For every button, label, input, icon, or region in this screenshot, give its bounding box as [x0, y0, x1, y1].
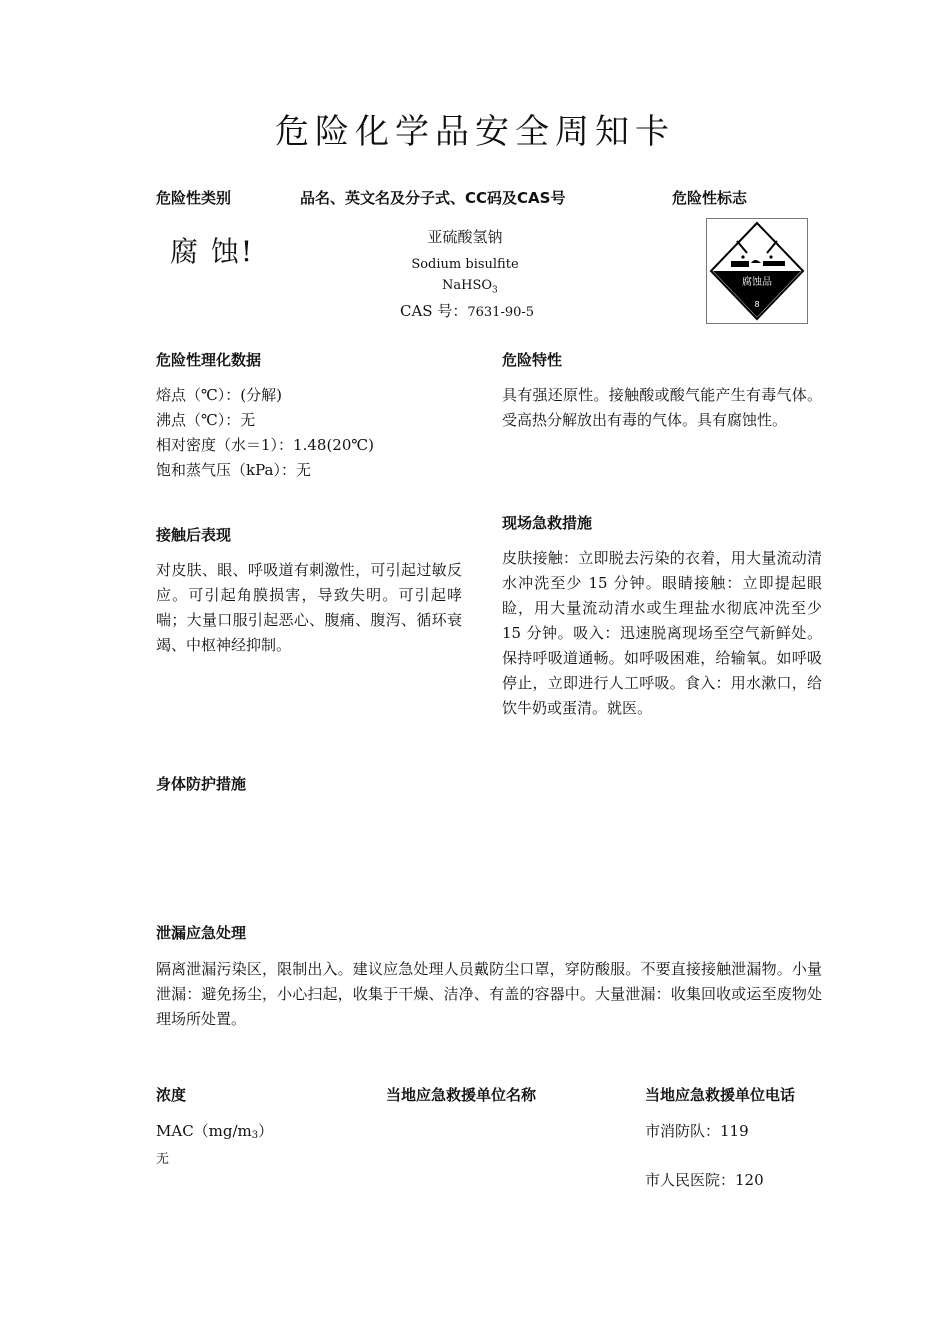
cas-number: 7631-90-5: [467, 305, 535, 320]
mac-label-text: MAC（mg/m: [156, 1122, 252, 1140]
boiling-point: 沸点（℃）：无: [156, 411, 256, 429]
product-formula: [442, 278, 498, 296]
first-aid-header: 现场急救措施: [502, 514, 593, 532]
hazard-symbol: [706, 218, 808, 324]
product-name-cn: 亚硫酸氢钠: [427, 228, 503, 246]
vapor-pressure: 饱和蒸气压（kPa）：无: [156, 461, 311, 479]
product-name-header: 品名、英文名及分子式、CC码及CAS号: [300, 189, 566, 207]
symbol-label: 腐蚀品: [742, 277, 772, 288]
hospital-phone: 市人民医院：120: [645, 1171, 764, 1189]
exposure-header: 接触后表现: [156, 526, 232, 544]
fire-brigade-phone: 市消防队：119: [645, 1122, 749, 1140]
mac-value: 无: [156, 1152, 170, 1167]
cas-line: [400, 300, 534, 321]
corrosive-diamond-icon: [707, 219, 807, 323]
rescue-unit-header: 当地应急救援单位名称: [386, 1086, 537, 1104]
concentration-header: 浓度: [156, 1086, 187, 1104]
product-name-en: Sodium bisulfite: [411, 257, 519, 272]
cas-label: CAS 号：: [400, 302, 468, 320]
mac-close: ）: [258, 1122, 274, 1140]
melting-point: 熔点（℃）：(分解): [156, 386, 282, 404]
spill-text: 隔离泄漏污染区，限制出入。建议应急处理人员戴防尘口罩，穿防酸服。不要直接接触泄漏物。小量泄漏：避免扬尘，小心扫起，收集于干燥、洁净、有盖的容器中。大量泄漏：收集回收或运至废物处理场所处置。: [156, 960, 822, 1028]
first-aid-text: 皮肤接触：立即脱去污染的衣着，用大量流动清水冲洗至少 15 分钟。眼睛接触：立即提起眼睑，用大量流动清水或生理盐水彻底冲洗至少 15 分钟。吸入：迅速脱离现场至空气新鲜处。保持呼吸道通畅。如呼吸困难，给输氧。如呼吸停止，立即进行人工呼吸。食入：用水漱口，给饮牛奶或蛋清。就医。: [502, 549, 822, 717]
hazard-category-value: 腐 蚀!: [170, 235, 255, 268]
protection-header: 身体防护措施: [156, 775, 247, 793]
physical-data-header: 危险性理化数据: [156, 351, 262, 369]
page-title: 危险化学品安全周知卡: [275, 112, 675, 152]
hazard-category-header: 危险性类别: [156, 189, 232, 207]
mac-superscript: 3: [251, 1130, 259, 1141]
formula-main: NaHSO: [442, 278, 493, 293]
mac-label: [156, 1120, 273, 1141]
formula-subscript: 3: [492, 285, 498, 296]
product-block: [340, 226, 590, 276]
hazard-properties-header: 危险特性: [502, 351, 563, 369]
hazard-symbol-header: 危险性标志: [672, 189, 748, 207]
exposure-text: 对皮肤、眼、呼吸道有刺激性，可引起过敏反应。可引起角膜损害，导致失明。可引起哮喘；大量口服引起恶心、腹痛、腹泻、循环衰竭、中枢神经抑制。: [156, 561, 462, 654]
spill-header: 泄漏应急处理: [156, 924, 247, 942]
symbol-class-number: 8: [754, 300, 760, 309]
physical-data-list: [156, 383, 476, 483]
hazard-properties-text: 具有强还原性。接触酸或酸气能产生有毒气体。受高热分解放出有毒的气体。具有腐蚀性。: [502, 386, 822, 429]
rescue-phone-header: 当地应急救援单位电话: [645, 1086, 796, 1104]
relative-density: 相对密度（水＝1）：1.48(20℃): [156, 436, 375, 454]
